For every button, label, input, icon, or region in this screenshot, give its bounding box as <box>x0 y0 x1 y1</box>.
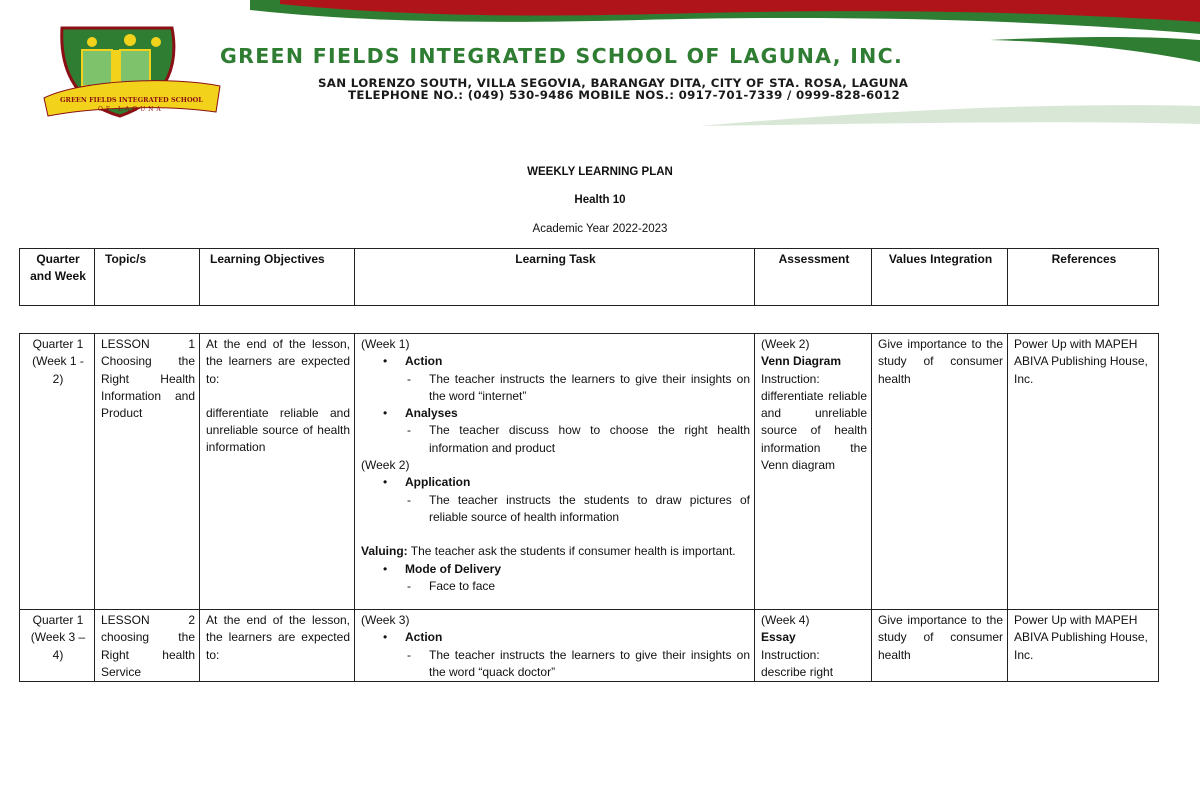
task-mode-text: - Face to face <box>361 578 750 595</box>
objectives-intro: At the end of the lesson, the learners are expected to: <box>206 337 350 386</box>
svg-text:OF LAGUNA: OF LAGUNA <box>98 106 164 113</box>
topic-cell: LESSON 2 choosing the Right health Service <box>95 610 200 682</box>
task-week-label: (Week 2) <box>361 458 410 473</box>
values-cell: Give importance to the study of consumer health <box>872 610 1008 682</box>
task-analyses-text: - The teacher discuss how to choose the right health information and product <box>361 422 750 457</box>
task-cell <box>355 334 755 610</box>
objectives-intro: At the end of the lesson, the learners are expected to: <box>206 613 350 662</box>
assessment-week: (Week 4) <box>761 613 810 627</box>
school-telephone: TELEPHONE NO.: (049) 530-9486 MOBILE NOS.: 0917-701-7339 / 0999-828-6012 <box>348 88 901 102</box>
task-week-label: (Week 3) <box>361 613 410 627</box>
references-cell: Power Up with MAPEH ABIVA Publishing House, Inc. <box>1008 610 1159 682</box>
subject-title: Health 10 <box>574 194 626 206</box>
references-cell: Power Up with MAPEH ABIVA Publishing House, Inc. <box>1008 334 1159 610</box>
task-mode-label: • Mode of Delivery <box>361 561 750 578</box>
assessment-text: Instruction: describe right <box>761 647 834 679</box>
school-logo <box>40 20 225 120</box>
task-application-label: • Application <box>361 474 750 491</box>
topic-cell: LESSON 1 Choosing the Right Health Information and Product <box>95 334 200 610</box>
task-application-text: - The teacher instructs the students to draw pictures of reliable source of health information <box>361 492 750 527</box>
objectives-cell <box>200 334 355 610</box>
task-analyses-label: • Analyses <box>361 405 750 422</box>
table-row <box>20 610 1159 682</box>
task-action-text: - The teacher instructs the learners to give their insights on the word “internet” <box>361 371 750 406</box>
task-valuing-text: The teacher ask the students if consumer health is important. <box>407 544 736 559</box>
document-title: WEEKLY LEARNING PLAN <box>527 166 673 178</box>
quarter-cell: Quarter 1 (Week 1 - 2) <box>20 334 95 610</box>
assessment-title: Venn Diagram <box>761 354 842 369</box>
academic-year: Academic Year 2022-2023 <box>532 223 668 235</box>
task-valuing-label: Valuing: <box>361 544 408 559</box>
plan-body-table <box>19 333 1159 682</box>
assessment-text: Instruction: differentiate reliable and unreliable source of health information the Venn diagram <box>761 371 867 473</box>
assessment-title: Essay <box>761 630 796 645</box>
assessment-cell <box>755 334 872 610</box>
table-row <box>20 334 1159 610</box>
assessment-week: (Week 2) <box>761 337 810 351</box>
values-cell: Give importance to the study of consumer health <box>872 334 1008 610</box>
col-values-header: Values Integration <box>872 249 1008 306</box>
col-task-header: Learning Task <box>355 249 755 306</box>
col-objectives-header: Learning Objectives <box>200 249 355 306</box>
objectives-detail: differentiate reliable and unreliable source of health information <box>206 405 350 455</box>
task-cell <box>355 610 755 682</box>
col-references-header: References <box>1008 249 1159 306</box>
col-topics-header: Topic/s <box>95 249 200 306</box>
task-valuing <box>361 543 750 560</box>
quarter-cell: Quarter 1 (Week 3 – 4) <box>20 610 95 682</box>
objectives-cell <box>200 610 355 682</box>
col-assessment-header: Assessment <box>755 249 872 306</box>
task-action-label: • Action <box>361 629 750 646</box>
assessment-cell <box>755 610 872 682</box>
school-name: GREEN FIELDS INTEGRATED SCHOOL OF LAGUNA, INC. <box>220 44 904 68</box>
plan-header-table <box>19 248 1159 306</box>
task-week-label: (Week 1) <box>361 337 410 351</box>
task-action-text: - The teacher instructs the learners to give their insights on the word “quack doctor” <box>361 647 750 682</box>
task-action-label: • Action <box>361 353 750 370</box>
school-address: SAN LORENZO SOUTH, VILLA SEGOVIA, BARANGAY DITA, CITY OF STA. ROSA, LAGUNA <box>318 76 909 90</box>
svg-text:GREEN FIELDS INTEGRATED SCHOOL: GREEN FIELDS INTEGRATED SCHOOL <box>60 96 203 104</box>
col-quarter-header: Quarter and Week <box>20 249 95 306</box>
